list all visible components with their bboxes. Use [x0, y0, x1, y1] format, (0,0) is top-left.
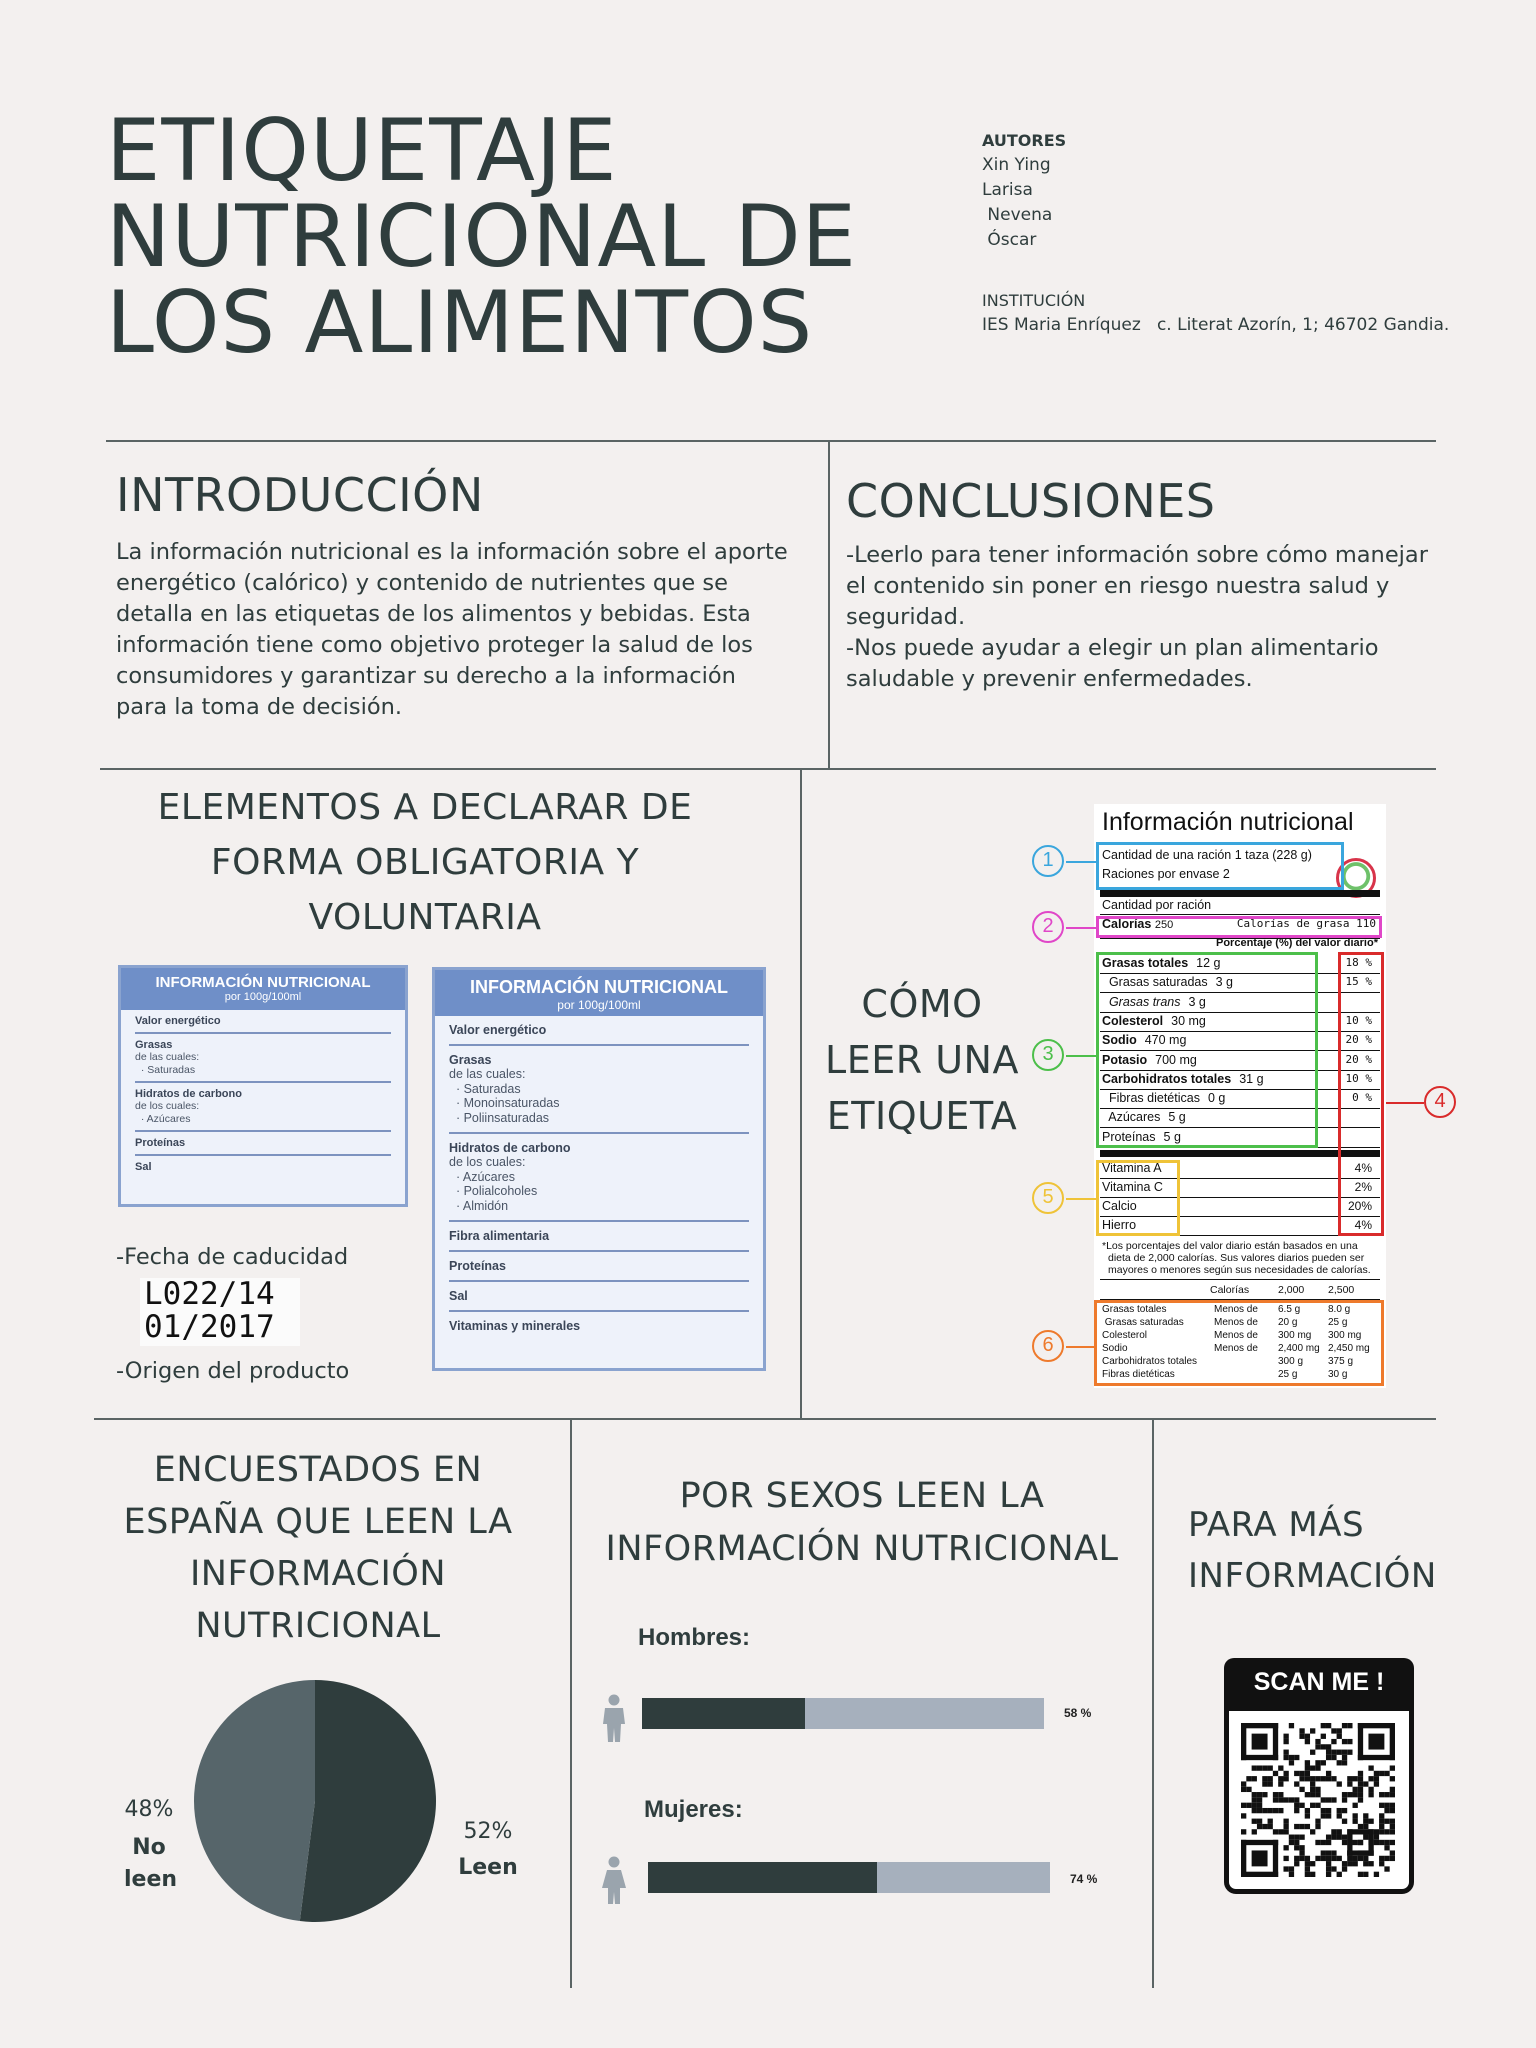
label-nutrient-value: 30 mg — [1171, 1013, 1206, 1028]
pie-label-no-read — [124, 1794, 178, 1896]
qr-frame — [1224, 1706, 1414, 1894]
label-nutrient-pct: 20 % — [1345, 1052, 1372, 1066]
label-daily-cell: Menos de — [1214, 1330, 1258, 1341]
panel-row — [135, 1083, 391, 1132]
title-line: LOS ALIMENTOS — [106, 273, 814, 373]
elements-heading-line: VOLUNTARIA — [308, 897, 542, 938]
label-marker: 3 — [1032, 1039, 1064, 1071]
label-daily-cell: Fibras dietéticas — [1102, 1369, 1175, 1380]
label-vitamin-pct: 4% — [1354, 1218, 1372, 1232]
label-daily-cell: 300 g — [1278, 1356, 1304, 1367]
label-marker: 2 — [1032, 911, 1064, 943]
label-nutrient-name: Carbohidratos totales — [1102, 1071, 1232, 1086]
label-nutrient-name: Colesterol — [1102, 1013, 1164, 1028]
origin-label: -Origen del producto — [116, 1358, 350, 1384]
label-marker: 6 — [1032, 1330, 1064, 1362]
label-nutrient-pct: 15 % — [1345, 975, 1372, 989]
divider — [100, 768, 1436, 770]
label-vitamin-name: Calcio — [1102, 1199, 1137, 1213]
label-nutrient-value: 31 g — [1239, 1071, 1264, 1086]
label-nutrient-pct: 18 % — [1345, 956, 1372, 969]
panel-row-sublabel: · Azúcares — [449, 1169, 515, 1184]
panel-row-sublabel: · Monoinsaturadas — [449, 1096, 560, 1110]
label-daily-header-cell: 2,500 — [1328, 1284, 1355, 1296]
author-name: Xin Ying — [982, 155, 1051, 175]
label-daily-cell: 2,400 mg — [1278, 1343, 1320, 1354]
label-nutrient-value: 0 g — [1207, 1091, 1226, 1106]
panel-row — [449, 1252, 749, 1282]
more-info-heading — [1188, 1500, 1437, 1602]
label-amount: Cantidad por ración — [1102, 898, 1212, 912]
label-nutrient-pct: 10 % — [1345, 1013, 1372, 1027]
pie-label-read — [458, 1814, 518, 1886]
marker-box-serving — [1096, 842, 1344, 890]
label-nutrient-name: Azúcares — [1102, 1110, 1161, 1125]
authors-heading: AUTORES — [982, 131, 1067, 150]
panel-row-sublabel: de los cuales: — [449, 1155, 526, 1169]
survey-heading-line: NUTRICIONAL — [195, 1606, 441, 1646]
panel-row — [135, 1156, 391, 1178]
label-marker: 5 — [1032, 1182, 1064, 1214]
label-footnote-line: dieta de 2,000 calorías. Sus valores diarios pueden ser — [1108, 1252, 1365, 1264]
label-vitamin-pct: 20% — [1347, 1199, 1372, 1213]
scan-me-label: SCAN ME ! — [1224, 1658, 1414, 1706]
panel-row-sublabel: de las cuales: — [135, 1051, 200, 1063]
divider — [828, 440, 830, 768]
qr-code-icon — [1241, 1723, 1395, 1877]
by-sex-heading — [582, 1470, 1142, 1576]
panel-row — [449, 1134, 749, 1222]
panel-row-sublabel: · Polialcoholes — [449, 1184, 538, 1198]
conclusions-line: -Leerlo para tener información sobre cómo manejar — [846, 542, 1428, 568]
label-footnote-line: mayores o menores según sus necesidades de calorías. — [1108, 1264, 1371, 1276]
divider — [1152, 1418, 1154, 1988]
conclusions-text — [846, 540, 1436, 695]
marker-box-nutrients — [1096, 952, 1318, 1148]
survey-heading — [108, 1444, 528, 1652]
intro-line: La información nutricional es la información sobre el aporte — [116, 539, 788, 565]
label-nutrient-name: Fibras dietéticas — [1102, 1091, 1200, 1106]
label-daily-cell: 25 g — [1278, 1369, 1298, 1380]
panel-row-sublabel: · Almidón — [449, 1198, 509, 1213]
intro-heading: INTRODUCCIÓN — [116, 468, 484, 522]
pie-label-line: leen — [124, 1867, 178, 1892]
label-nutrient-name: Potasio — [1102, 1052, 1148, 1067]
survey-heading-line: INFORMACIÓN — [189, 1554, 447, 1594]
qr-code-card[interactable] — [1224, 1658, 1414, 1894]
label-nutrient-value: 5 g — [1163, 1129, 1181, 1144]
author-name: Nevena — [982, 205, 1053, 225]
panel-title: INFORMACIÓN NUTRICIONAL — [155, 974, 371, 991]
marker-arrow — [1066, 927, 1096, 929]
intro-line: información tiene como objetivo proteger la salud de los — [116, 632, 753, 658]
marker-arrow — [1066, 1346, 1096, 1348]
label-daily-cell: 8.0 g — [1328, 1304, 1351, 1315]
panel-row — [135, 1132, 391, 1156]
label-daily-cell: Grasas saturadas — [1102, 1317, 1184, 1328]
label-vitamin-name: Hierro — [1102, 1218, 1137, 1232]
marker-box-vitamins — [1096, 1160, 1180, 1236]
panel-row-label: Hidratos de carbono — [449, 1141, 571, 1155]
women-pct-label: 74 % — [1070, 1872, 1098, 1886]
marker-box-percent — [1338, 952, 1384, 1236]
survey-heading-line: ESPAÑA QUE LEEN LA — [123, 1502, 513, 1542]
label-daily-cell: Grasas totales — [1102, 1304, 1167, 1315]
intro-line: consumidores y garantizar su derecho a la información — [116, 663, 736, 689]
more-info-heading-line: PARA MÁS — [1188, 1505, 1365, 1545]
label-nutrient-value: 700 mg — [1155, 1052, 1197, 1067]
panel-row-label: Proteínas — [135, 1137, 186, 1149]
conclusions-line: seguridad. — [846, 604, 966, 630]
pie-label-line: No — [132, 1835, 166, 1860]
label-daily-cell: Menos de — [1214, 1317, 1258, 1328]
label-daily-cell: 300 mg — [1278, 1330, 1312, 1341]
by-sex-heading-line: POR SEXOS LEEN LA — [679, 1476, 1045, 1516]
intro-text — [116, 537, 816, 723]
label-footnote-line: *Los porcentajes del valor diario están basados en una — [1102, 1240, 1358, 1252]
label-nutrient-name: Sodio — [1102, 1033, 1137, 1048]
how-to-heading-line: ETIQUETA — [826, 1094, 1018, 1138]
panel-row — [449, 1312, 749, 1340]
marker-arrow — [1066, 861, 1096, 863]
label-nutrient-value: 3 g — [1188, 994, 1206, 1009]
panel-row-label: Fibra alimentaria — [449, 1229, 550, 1243]
more-info-heading-line: INFORMACIÓN — [1188, 1556, 1437, 1596]
conclusions-line: el contenido sin poner en riesgo nuestra salud y — [846, 573, 1390, 599]
label-nutrient-pct: 20 % — [1345, 1033, 1372, 1047]
survey-pie-chart — [190, 1676, 440, 1926]
panel-row-label: Grasas — [135, 1039, 173, 1051]
panel-row-sublabel: · Azúcares — [135, 1112, 191, 1125]
conclusions-heading: CONCLUSIONES — [846, 474, 1216, 528]
label-daily-cell: 6.5 g — [1278, 1304, 1301, 1315]
marker-arrow — [1386, 1102, 1424, 1104]
label-serving: Cantidad de una ración 1 taza (228 g) — [1102, 848, 1312, 862]
label-vitamin-name: Vitamina A — [1102, 1161, 1162, 1175]
label-daily-cell: 300 mg — [1328, 1330, 1362, 1341]
expiry-code-line: 01/2017 — [144, 1309, 275, 1345]
author-name: Óscar — [982, 230, 1037, 250]
panel-row-label: Sal — [449, 1289, 468, 1303]
label-daily-cell: Carbohidratos totales — [1102, 1356, 1198, 1367]
panel-row — [135, 1034, 391, 1083]
divider — [94, 1418, 1436, 1420]
nutrition-panel-voluntary — [432, 967, 766, 1371]
label-fat-calories: Calorías de grasa 110 — [1236, 917, 1376, 930]
author-name: Larisa — [982, 180, 1033, 200]
label-servings: Raciones por envase 2 — [1102, 867, 1230, 881]
divider — [800, 768, 802, 1418]
panel-row-sublabel: de los cuales: — [135, 1100, 200, 1112]
pie-pct: 48% — [124, 1797, 174, 1822]
label-marker: 1 — [1032, 845, 1064, 877]
panel-row-sublabel: · Saturadas — [135, 1063, 196, 1076]
panel-row — [449, 1016, 749, 1046]
label-daily-cell: 20 g — [1278, 1317, 1298, 1328]
panel-row — [449, 1046, 749, 1134]
survey-heading-line: ENCUESTADOS EN — [153, 1450, 483, 1490]
label-daily-header-cell: Calorías — [1210, 1284, 1250, 1296]
label-nutrient-name: Grasas trans — [1102, 994, 1181, 1009]
label-rule — [1100, 890, 1380, 897]
person-icon — [600, 1694, 628, 1746]
nutrition-facts-label — [1094, 804, 1386, 1388]
men-label: Hombres: — [638, 1624, 751, 1651]
panel-subtitle: por 100g/100ml — [557, 998, 641, 1012]
label-daily-cell: Menos de — [1214, 1343, 1258, 1354]
institution-heading: INSTITUCIÓN — [982, 291, 1086, 310]
pie-slice-leen — [300, 1680, 436, 1922]
panel-row-sublabel: de las cuales: — [449, 1067, 526, 1081]
institution-block — [982, 288, 1449, 338]
label-daily-cell: Sodio — [1102, 1343, 1128, 1354]
men-bar-track — [642, 1698, 1044, 1729]
how-to-heading-line: LEER UNA — [825, 1038, 1019, 1082]
panel-row-label: Vitaminas y minerales — [449, 1319, 581, 1333]
intro-line: energético (calórico) y contenido de nutrientes que se — [116, 570, 728, 596]
label-rule — [1100, 914, 1380, 915]
label-dv-header: Porcentaje (%) del valor diario* — [1216, 937, 1378, 949]
label-daily-cell: Menos de — [1214, 1304, 1258, 1315]
label-nutrient-value: 5 g — [1168, 1110, 1186, 1125]
label-nutrient-value: 470 mg — [1144, 1033, 1187, 1048]
marker-arrow — [1066, 1198, 1096, 1200]
elements-heading-line: ELEMENTOS A DECLARAR DE — [157, 787, 693, 828]
elements-heading — [100, 780, 750, 945]
panel-row-label: Grasas — [449, 1053, 492, 1067]
divider — [570, 1418, 572, 1988]
panel-header — [435, 970, 763, 1016]
men-pct-label: 58 % — [1064, 1706, 1092, 1720]
label-daily-header-cell: 2,000 — [1278, 1284, 1305, 1296]
panel-row-label: Proteínas — [449, 1259, 506, 1273]
panel-subtitle: por 100g/100ml — [224, 991, 302, 1003]
label-rule — [1100, 1279, 1380, 1280]
title-line: ETIQUETAJE — [106, 101, 618, 201]
marker-box-daily-values — [1094, 1300, 1384, 1386]
person-icon — [600, 1856, 628, 1908]
panel-header — [121, 968, 405, 1010]
label-nutrient-pct: 0 % — [1352, 1091, 1372, 1105]
panel-row-label: Hidratos de carbono — [135, 1088, 242, 1100]
label-vitamin-pct: 2% — [1354, 1180, 1372, 1194]
women-bar-track — [648, 1862, 1050, 1893]
women-bar — [648, 1862, 1050, 1893]
page-title — [106, 101, 926, 373]
label-nutrient-name: Grasas saturadas — [1102, 975, 1208, 990]
label-nutrient-name: Grasas totales — [1102, 956, 1189, 970]
label-nutrient-value: 3 g — [1215, 975, 1233, 990]
pie-label: Leen — [458, 1855, 518, 1880]
how-to-heading-line: CÓMO — [861, 982, 983, 1026]
label-daily-cell: 2,450 mg — [1328, 1343, 1370, 1354]
label-daily-cell: 30 g — [1328, 1369, 1348, 1380]
label-nutrient-value: 12 g — [1196, 956, 1221, 970]
label-nutrient-pct: 10 % — [1345, 1071, 1372, 1085]
label-daily-cell: 375 g — [1328, 1356, 1354, 1367]
panel-row — [449, 1222, 749, 1252]
expiry-code-line: L022/14 — [144, 1276, 275, 1312]
label-marker: 4 — [1424, 1086, 1456, 1118]
panel-row — [135, 1010, 391, 1034]
marker-arrow — [1066, 1055, 1096, 1057]
panel-row — [449, 1282, 749, 1312]
panel-row-sublabel: · Saturadas — [449, 1081, 521, 1096]
label-nutrient-name: Proteínas — [1102, 1129, 1156, 1144]
expiry-label: -Fecha de caducidad — [116, 1244, 349, 1270]
panel-row-sublabel: · Poliinsaturadas — [449, 1110, 550, 1125]
intro-line: para la toma de decisión. — [116, 694, 403, 720]
elements-heading-line: FORMA OBLIGATORIA Y — [210, 842, 640, 883]
label-calories-value: 250 — [1154, 919, 1174, 931]
men-bar-fill — [642, 1698, 805, 1729]
panel-row-label: Valor energético — [135, 1015, 221, 1027]
conclusions-line: -Nos puede ayudar a elegir un plan alimentario — [846, 635, 1379, 661]
expiry-code-stamp — [140, 1278, 300, 1346]
label-title: Información nutricional — [1102, 808, 1354, 836]
title-line: NUTRICIONAL DE — [106, 187, 858, 287]
panel-row-label: Sal — [135, 1161, 152, 1173]
authors-block — [982, 128, 1066, 253]
pie-slice-no-leen — [194, 1680, 315, 1921]
panel-row-label: Valor energético — [449, 1023, 547, 1037]
by-sex-heading-line: INFORMACIÓN NUTRICIONAL — [605, 1529, 1119, 1569]
men-bar — [642, 1698, 1044, 1729]
label-footnote — [1102, 1240, 1378, 1276]
conclusions-line: saludable y prevenir enfermedades. — [846, 666, 1253, 692]
label-daily-cell: 25 g — [1328, 1317, 1348, 1328]
label-vitamin-name: Vitamina C — [1102, 1180, 1163, 1194]
women-label: Mujeres: — [644, 1796, 743, 1823]
label-calories: Calorías — [1102, 917, 1152, 931]
women-bar-fill — [648, 1862, 877, 1893]
label-vitamin-pct: 4% — [1354, 1161, 1372, 1175]
institution-text: IES Maria Enríquez c. Literat Azorín, 1; 46702 Gandia. — [982, 315, 1450, 335]
pie-pct: 52% — [463, 1819, 513, 1844]
divider — [106, 440, 1436, 442]
intro-line: detalla en las etiquetas de los alimentos y bebidas. Esta — [116, 601, 751, 627]
nutrition-panel-mandatory — [118, 965, 408, 1207]
panel-title: INFORMACIÓN NUTRICIONAL — [470, 977, 728, 997]
marker-box-calories — [1096, 916, 1382, 938]
how-to-heading — [812, 976, 1032, 1144]
label-daily-cell: Colesterol — [1102, 1330, 1148, 1341]
